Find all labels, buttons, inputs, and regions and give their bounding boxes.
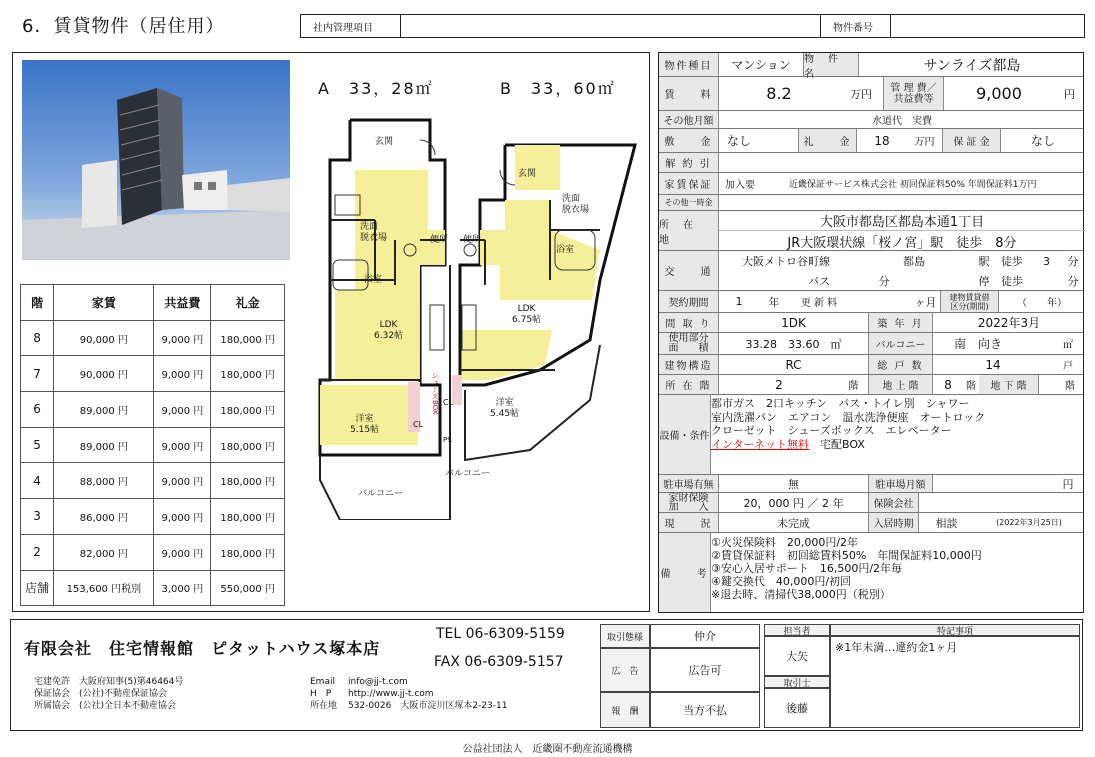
traffic1-eki: 駅 bbox=[978, 255, 990, 268]
rei-label: 礼 金 bbox=[799, 129, 857, 152]
contact-values bbox=[348, 676, 507, 712]
header-bar bbox=[300, 14, 1085, 38]
cell: 6 bbox=[21, 392, 54, 428]
name-label: 物 件 名 bbox=[804, 53, 859, 76]
row-contract bbox=[659, 291, 1083, 313]
traffic1-station: 都島 bbox=[903, 255, 925, 268]
madori-value: 1DK bbox=[719, 313, 869, 332]
name-value: サンライズ都島 bbox=[923, 57, 1021, 74]
cell: 9,000 円 bbox=[154, 427, 211, 463]
cell: 89,000 円 bbox=[54, 427, 154, 463]
row-insurance bbox=[659, 493, 1083, 513]
cell: 82,000 円 bbox=[54, 534, 154, 570]
above-label: 地 上 階 bbox=[869, 375, 933, 394]
floor-unit: 階 bbox=[839, 375, 869, 394]
balcony-label: バルコニー bbox=[869, 333, 933, 354]
loc-value: 532-0026 大阪市淀川区塚本2-23-11 bbox=[348, 701, 508, 711]
station-value: JR大阪環状線「桜ノ宮」駅 徒歩 8分 bbox=[787, 235, 1017, 251]
room-ps: PS bbox=[443, 436, 452, 444]
traffic1-min: 3 bbox=[1043, 254, 1050, 268]
equip-lines bbox=[711, 397, 985, 451]
fee-value: 9,000 bbox=[976, 84, 1022, 103]
col-rent: 家賃 bbox=[54, 285, 154, 321]
chiku-label: 築 年 月 bbox=[869, 313, 933, 332]
cell: 9,000 円 bbox=[154, 534, 211, 570]
traffic1-walk: 徒歩 bbox=[1001, 255, 1023, 268]
row-deposit bbox=[659, 129, 1083, 153]
loc-label: 所在地 bbox=[310, 701, 338, 711]
row-remarks bbox=[659, 533, 1083, 612]
cell: 2 bbox=[21, 534, 54, 570]
kaiyaku-label: 解 約 引 bbox=[659, 153, 719, 172]
row-ichiji bbox=[659, 195, 1083, 211]
building-photo bbox=[22, 60, 290, 260]
price-header-row bbox=[21, 285, 285, 321]
floor-label: 所 在 階 bbox=[659, 375, 719, 394]
col-reikin: 礼金 bbox=[211, 285, 285, 321]
plan-b-label: B 33，60㎡ bbox=[500, 79, 616, 98]
parking-label: 駐車場有無 bbox=[659, 475, 719, 492]
room-yoshitsu-a: 洋室 5.15帖 bbox=[350, 414, 380, 435]
deal-label: 取引態様 bbox=[600, 624, 650, 648]
remark-line: ※退去時、清掃代38,000円（税別） bbox=[711, 588, 891, 601]
internet-free: インターネット無料 bbox=[711, 437, 810, 451]
agent-value: 後藤 bbox=[764, 688, 830, 728]
remark-line: ③安心入居サポート 16,500円/2年毎 bbox=[711, 562, 903, 575]
remarks-lines bbox=[711, 536, 982, 601]
row-address bbox=[659, 211, 1083, 251]
cell: 180,000 円 bbox=[211, 427, 285, 463]
property-no-label: 物件番号 bbox=[821, 15, 891, 37]
insurance-value: 20，000 円 ／ 2 年 bbox=[719, 493, 869, 512]
rent-unit: 万円 bbox=[839, 77, 884, 110]
table-row bbox=[21, 427, 285, 463]
remark-line: ①火災保険料 20,000円/2年 bbox=[711, 536, 859, 549]
below-unit: 階 bbox=[1065, 381, 1075, 392]
cell: 9,000 円 bbox=[154, 499, 211, 535]
tel: TEL 06-6309-5159 bbox=[436, 626, 565, 642]
movein-date: (2022年3月25日) bbox=[996, 518, 1062, 527]
ad-value: 広告可 bbox=[650, 648, 760, 692]
cell: 86,000 円 bbox=[54, 499, 154, 535]
license-info bbox=[34, 676, 183, 712]
contract-unit: 年 bbox=[768, 295, 780, 309]
staff-value: 大矢 bbox=[764, 636, 830, 676]
room-cl-a: CL bbox=[413, 420, 424, 429]
cell: 9,000 円 bbox=[154, 463, 211, 499]
cell: 3,000 円 bbox=[154, 570, 211, 606]
cell: 8 bbox=[21, 320, 54, 356]
cell: 89,000 円 bbox=[54, 392, 154, 428]
room-bath-b: 浴室 bbox=[556, 245, 575, 255]
rei-value: 18 bbox=[874, 133, 890, 148]
guarantee-assoc: 保証協会 (公社)不動産保証協会 bbox=[34, 689, 168, 699]
internal-value[interactable] bbox=[401, 15, 821, 37]
tatekae-value: （ 年） bbox=[1017, 298, 1067, 309]
traffic2-min: 分 bbox=[878, 275, 890, 288]
traffic1-unit: 分 bbox=[1067, 255, 1079, 268]
contract-label: 契約期間 bbox=[659, 291, 719, 312]
room-ldk-a: LDK 6.32帖 bbox=[374, 320, 404, 341]
cell: 153,600 円税別 bbox=[54, 570, 154, 606]
cell: 7 bbox=[21, 356, 54, 392]
shiki-value: なし bbox=[719, 129, 799, 152]
status-value: 未完成 bbox=[719, 513, 869, 532]
floor-plan bbox=[300, 100, 645, 520]
deal-value: 仲介 bbox=[650, 624, 760, 648]
equip-line bbox=[711, 438, 985, 452]
delivery-box: 宅配BOX bbox=[820, 437, 865, 451]
row-madori bbox=[659, 313, 1083, 333]
structure-value: RC bbox=[719, 355, 869, 374]
plan-a-label: A 33，28㎡ bbox=[318, 79, 434, 98]
room-genkan-b: 玄関 bbox=[518, 169, 537, 179]
hp-label: H P bbox=[310, 689, 332, 699]
table-row bbox=[21, 534, 285, 570]
fee-label: 管 理 費／ 共益費等 bbox=[884, 77, 944, 110]
type-value: マンション bbox=[719, 53, 804, 76]
cell: 180,000 円 bbox=[211, 499, 285, 535]
units-value: 14 bbox=[985, 357, 1001, 372]
addr-value: 大阪市都島区都島本通1丁目 bbox=[719, 211, 1085, 231]
madori-label: 間 取 り bbox=[659, 313, 719, 332]
table-row bbox=[21, 499, 285, 535]
parking-fee-label: 駐車場月額 bbox=[869, 475, 933, 492]
room-genkan-a: 玄関 bbox=[375, 137, 394, 147]
equip-line: 室内洗濯パン エアコン 温水洗浄便座 オートロック bbox=[711, 410, 986, 424]
other-value: 水道代 実費 bbox=[872, 116, 932, 127]
fee-value: 当方不払 bbox=[650, 692, 760, 728]
guarantee-value: 加入要 bbox=[725, 180, 755, 191]
cell: 5 bbox=[21, 427, 54, 463]
email-link[interactable]: info@jj-t.com bbox=[348, 677, 408, 687]
notes-label: 特記事項 bbox=[830, 624, 1080, 636]
renew-unit: ヶ月 bbox=[911, 291, 941, 312]
guarantee-label: 家賃保証 bbox=[659, 173, 719, 194]
fax: FAX 06-6309-5157 bbox=[434, 654, 564, 670]
row-traffic bbox=[659, 251, 1083, 291]
ad-label: 広 告 bbox=[600, 648, 650, 692]
building-illustration bbox=[22, 60, 290, 260]
balcony-unit: ㎡ bbox=[1063, 340, 1073, 351]
room-toilet-a: 便所 bbox=[430, 235, 449, 245]
traffic-label: 交 通 bbox=[659, 251, 719, 290]
property-no-value[interactable] bbox=[891, 15, 1084, 37]
below-label: 地 下 階 bbox=[979, 375, 1039, 394]
movein-value: 相談 bbox=[935, 516, 958, 530]
staff-label: 担当者 bbox=[764, 624, 830, 636]
cell: 店舗 bbox=[21, 570, 54, 606]
chiku-value: 2022年3月 bbox=[977, 316, 1041, 330]
row-kaiyaku bbox=[659, 153, 1083, 173]
page-title: 6．賃貸物件（居住用） bbox=[22, 16, 225, 37]
cell: 9,000 円 bbox=[154, 320, 211, 356]
cell: 90,000 円 bbox=[54, 356, 154, 392]
room-balcony-b: バルコニー bbox=[445, 469, 491, 479]
cell: 180,000 円 bbox=[211, 463, 285, 499]
row-status bbox=[659, 513, 1083, 533]
row-parking bbox=[659, 475, 1083, 493]
contact-labels bbox=[310, 676, 337, 712]
rent-label: 賃 料 bbox=[659, 77, 719, 110]
row-area bbox=[659, 333, 1083, 355]
price-table bbox=[20, 284, 285, 606]
cell: 180,000 円 bbox=[211, 534, 285, 570]
parking-value: 無 bbox=[719, 475, 869, 492]
room-wash-a: 洗面 脱衣場 bbox=[360, 222, 388, 243]
remark-line: ②賃貸保証料 初回総賃料50% 年間保証料10,000円 bbox=[711, 549, 982, 562]
cell: 9,000 円 bbox=[154, 356, 211, 392]
equip-label: 設備・条件 bbox=[659, 395, 711, 474]
floor-value: 2 bbox=[775, 377, 783, 392]
type-label: 物件種目 bbox=[659, 53, 719, 76]
table-row bbox=[21, 392, 285, 428]
row-structure bbox=[659, 355, 1083, 375]
room-balcony-a: バルコニー bbox=[358, 489, 404, 499]
hp-link[interactable]: http://www.jj-t.com bbox=[348, 689, 434, 699]
other-label: その他月額 bbox=[659, 111, 719, 128]
guarantee-note: 近畿保証サービス株式会社 初回保証料50% 年間保証料1万円 bbox=[789, 180, 1037, 190]
cell: 3 bbox=[21, 499, 54, 535]
notes-value: ※1年未満…違約金1ヶ月 bbox=[830, 636, 1080, 728]
cell: 180,000 円 bbox=[211, 320, 285, 356]
row-other bbox=[659, 111, 1083, 129]
balcony-value: 南 向き bbox=[953, 337, 1002, 351]
insurance-label: 家財保険 加 入 bbox=[659, 493, 719, 512]
table-row bbox=[21, 463, 285, 499]
room-ldk-b: LDK 6.75帖 bbox=[512, 304, 542, 325]
remark-line: ④鍵交換代 40,000円/初回 bbox=[711, 575, 852, 588]
detail-table bbox=[658, 52, 1084, 613]
room-wash-b: 洗面 脱衣場 bbox=[562, 194, 590, 215]
renew-label: 更 新 料 bbox=[800, 298, 838, 309]
insurance-co-label: 保険会社 bbox=[869, 493, 919, 512]
table-row bbox=[21, 570, 285, 606]
room-yoshitsu-b: 洋室 5.45帖 bbox=[490, 398, 520, 419]
addr-label: 所 在 地 bbox=[659, 211, 719, 250]
agent-label: 取引士 bbox=[764, 676, 830, 688]
cell: 180,000 円 bbox=[211, 356, 285, 392]
ichiji-label: その他一時金 bbox=[659, 195, 719, 210]
movein-label: 入居時期 bbox=[869, 513, 919, 532]
structure-label: 建物構造 bbox=[659, 355, 719, 374]
parking-fee-unit: 円 bbox=[1062, 477, 1074, 491]
row-rent bbox=[659, 77, 1083, 111]
rei-unit: 万円 bbox=[907, 129, 943, 152]
area-label: 使用部分 面 積 bbox=[659, 333, 719, 354]
room-cl-b: CL bbox=[443, 398, 454, 407]
equip-line: 都市ガス 2口キッチン バス・トイレ別 シャワー bbox=[711, 397, 970, 410]
member-assoc: 所属協会 (公社)全日本不動産協会 bbox=[34, 701, 177, 711]
rent-value: 8.2 bbox=[766, 84, 792, 103]
cell: 90,000 円 bbox=[54, 320, 154, 356]
traffic2-walk: 徒歩 bbox=[1001, 275, 1023, 288]
room-shoebox: シューズBOX bbox=[431, 372, 439, 415]
cell: 180,000 円 bbox=[211, 392, 285, 428]
hosho-value: なし bbox=[1030, 134, 1055, 148]
fee-unit: 円 bbox=[1064, 87, 1075, 101]
above-unit: 階 bbox=[966, 381, 976, 392]
row-guarantee bbox=[659, 173, 1083, 195]
shiki-label: 敷 金 bbox=[659, 129, 719, 152]
above-value: 8 bbox=[944, 377, 952, 392]
row-floor bbox=[659, 375, 1083, 395]
traffic1-line: 大阪メトロ谷町線 bbox=[742, 255, 830, 268]
email-label: Email bbox=[310, 677, 335, 687]
row-equipment bbox=[659, 395, 1083, 475]
status-label: 現 況 bbox=[659, 513, 719, 532]
cell: 88,000 円 bbox=[54, 463, 154, 499]
license: 宅建免許 大阪府知事(5)第46464号 bbox=[34, 677, 184, 687]
equip-line: クローゼット シューズボックス エレベーター bbox=[711, 424, 952, 437]
cell: 9,000 円 bbox=[154, 392, 211, 428]
table-row bbox=[21, 356, 285, 392]
remarks-label: 備 考 bbox=[659, 533, 711, 612]
traffic2-bus: バス bbox=[808, 275, 830, 288]
bottom-caption: 公益社団法人 近畿圏不動産流通機構 bbox=[462, 744, 633, 755]
contract-value: 1 bbox=[735, 295, 743, 308]
row-type bbox=[659, 53, 1083, 80]
room-bath-a: 浴室 bbox=[364, 275, 383, 285]
cell: 4 bbox=[21, 463, 54, 499]
fee-label: 報 酬 bbox=[600, 692, 650, 728]
col-fee: 共益費 bbox=[154, 285, 211, 321]
company-name: 有限会社 住宅情報館 ピタットハウス塚本店 bbox=[24, 639, 381, 658]
hosho-label: 保 証 金 bbox=[943, 129, 1001, 152]
traffic2-unit: 分 bbox=[1067, 275, 1079, 288]
cell: 550,000 円 bbox=[211, 570, 285, 606]
traffic2-stop: 停 bbox=[978, 275, 990, 288]
area-value: 33.28 33.60 ㎡ bbox=[719, 333, 869, 354]
units-label: 総 戸 数 bbox=[869, 355, 933, 374]
table-row bbox=[21, 320, 285, 356]
units-unit: 戸 bbox=[1063, 361, 1073, 372]
tatekae-label: 建物賃貸借 区分(期間) bbox=[941, 291, 999, 312]
internal-label: 社内管理項目 bbox=[301, 15, 401, 37]
col-floor: 階 bbox=[21, 285, 54, 321]
room-toilet-b: 便所 bbox=[463, 235, 482, 245]
